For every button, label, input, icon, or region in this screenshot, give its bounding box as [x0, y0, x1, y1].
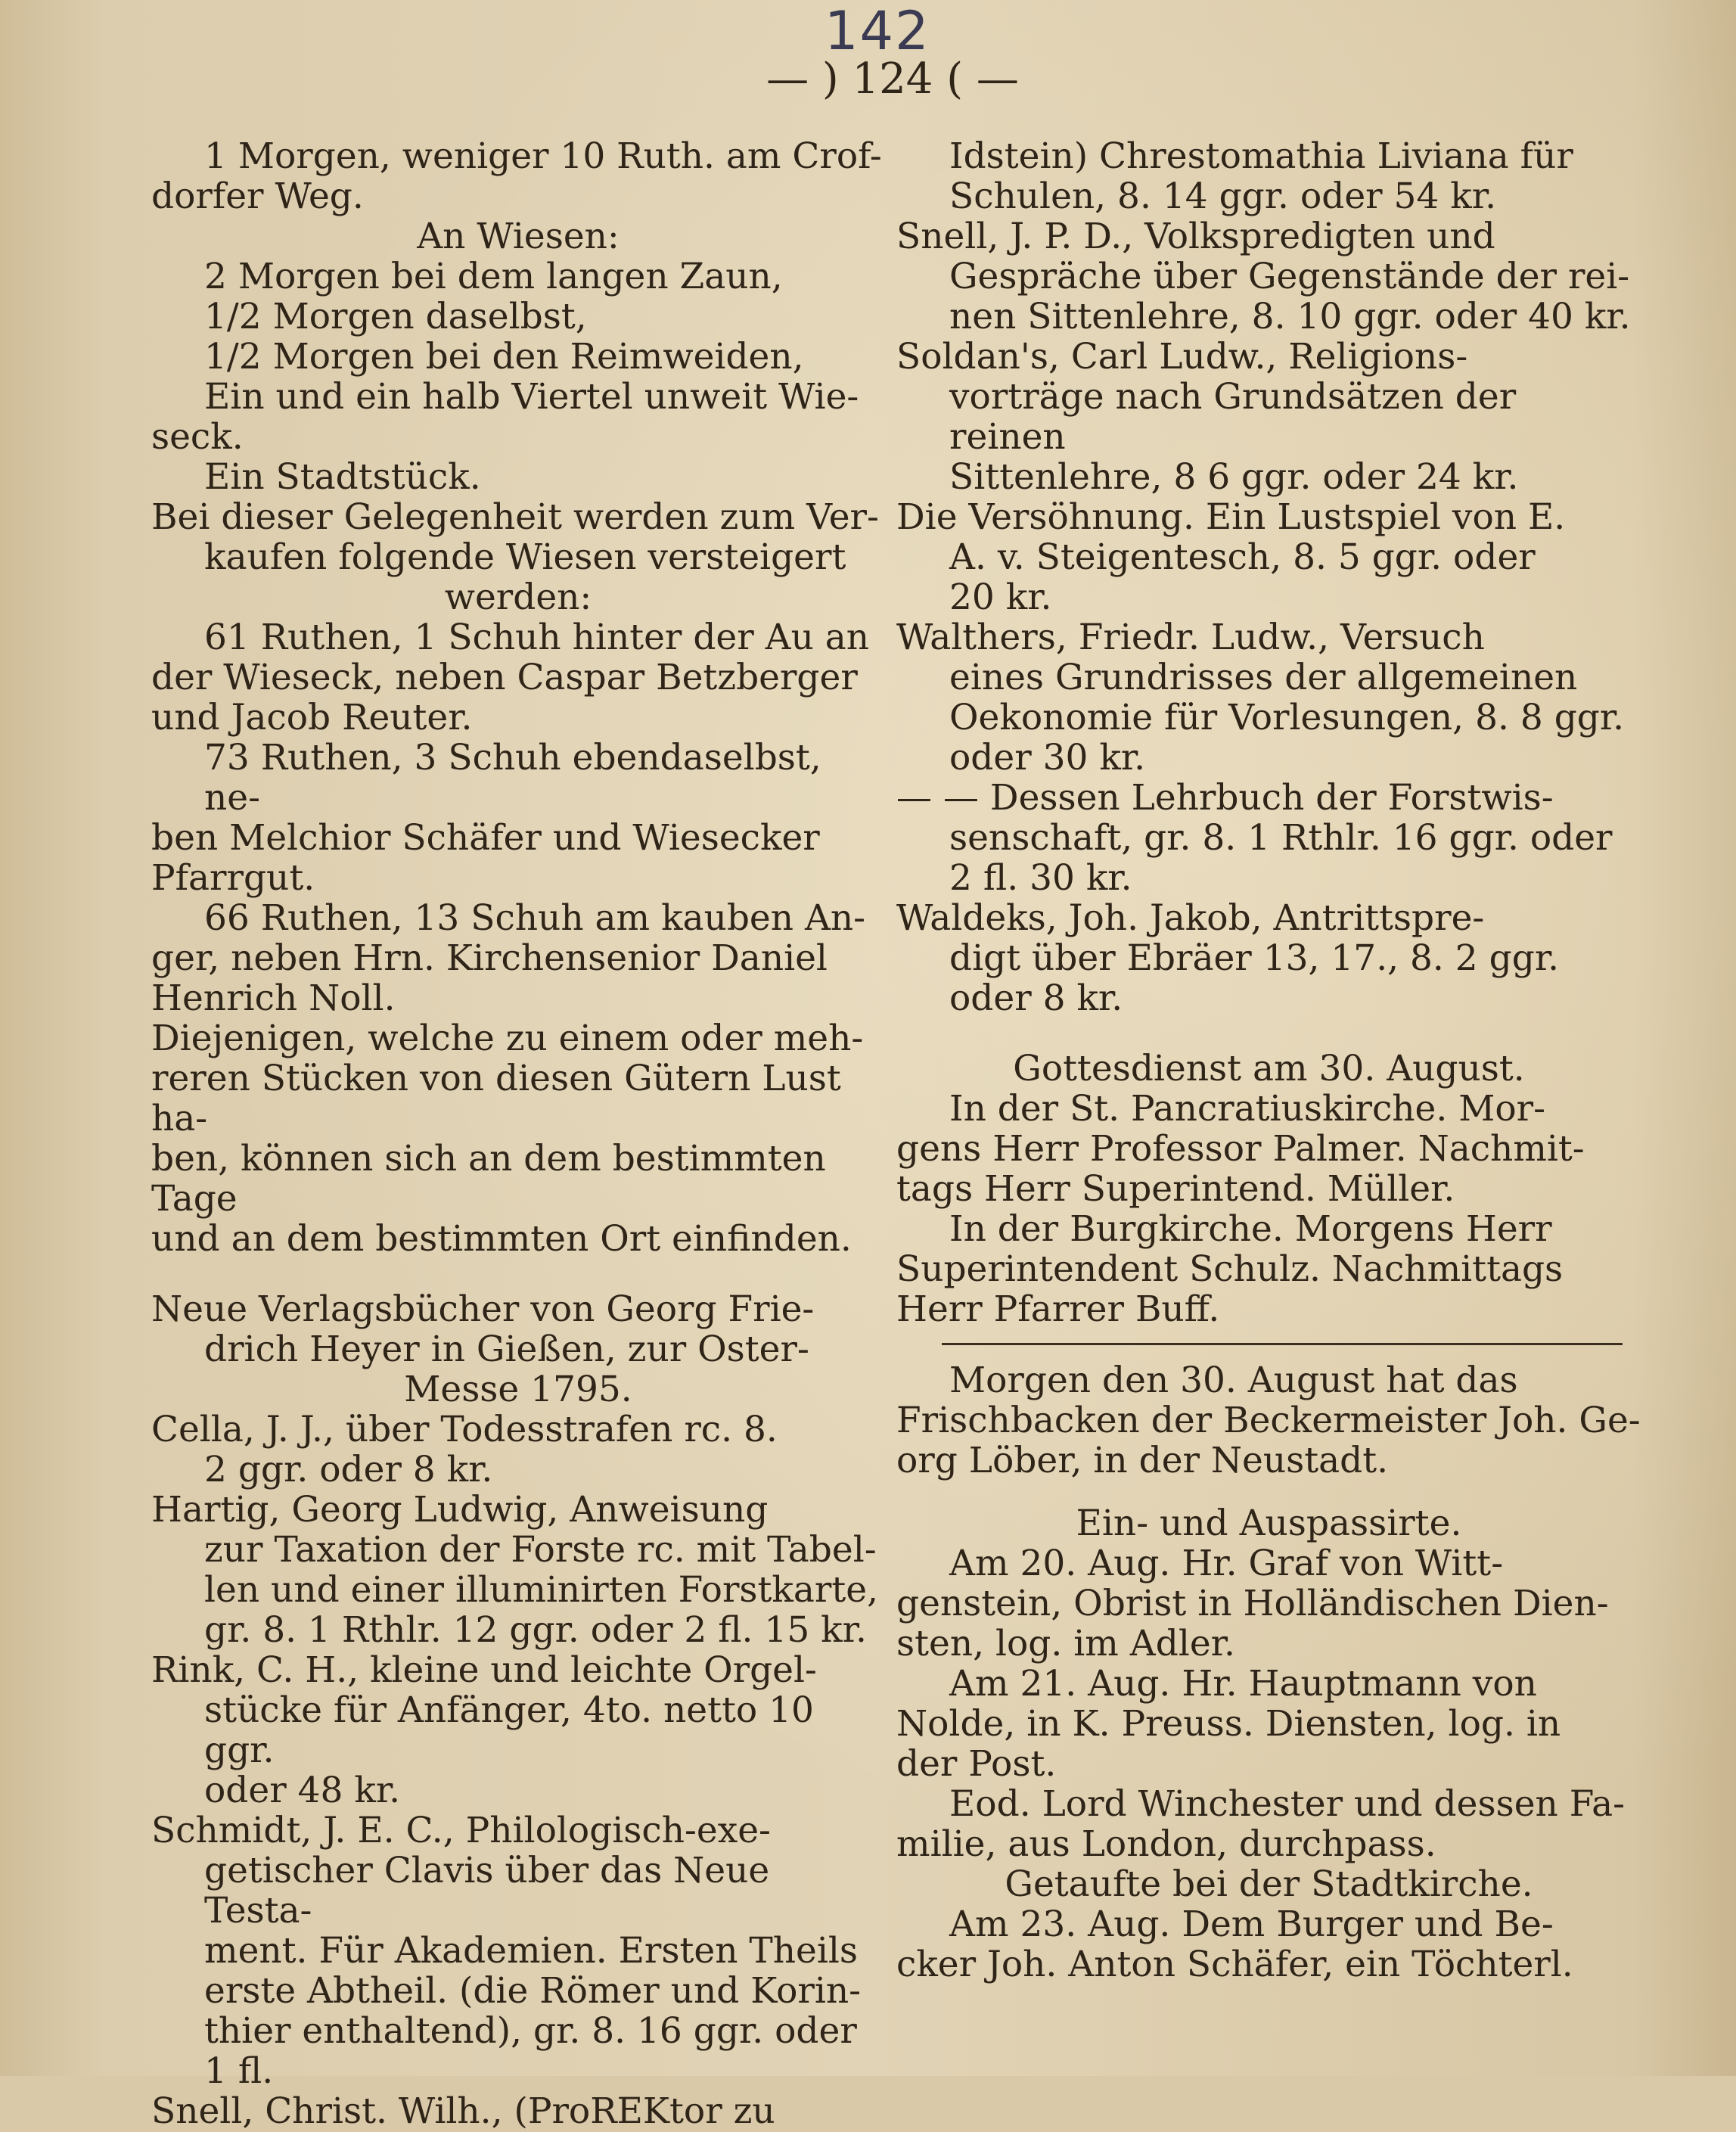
text-line: und an dem bestimmten Ort einfinden.	[151, 1218, 852, 1260]
text-line: ment. Für Akademien. Ersten Theils	[204, 1930, 859, 1972]
text-line: Getaufte bei der Stadtkirche.	[1005, 1863, 1533, 1905]
text-line: 2 Morgen bei dem langen Zaun,	[204, 256, 783, 297]
text-line: getischer Clavis über das Neue Testa-	[204, 1850, 770, 1932]
text-line: genstein, Obrist in Holländischen Dien-	[896, 1583, 1609, 1624]
text-line: zur Taxation der Forste rc. mit Tabel-	[204, 1529, 877, 1571]
text-line: Eod. Lord Winchester und dessen Fa-	[949, 1783, 1626, 1825]
text-line: org Löber, in der Neustadt.	[896, 1440, 1389, 1481]
text-line: Sittenlehre, 8 6 ggr. oder 24 kr.	[949, 456, 1519, 498]
text-line: und Jacob Reuter.	[151, 697, 473, 738]
page-header: — ) 124 ( —	[766, 54, 1019, 104]
text-line: Morgen den 30. August hat das	[949, 1360, 1518, 1401]
text-line: oder 48 kr.	[204, 1770, 401, 1811]
text-line: Idstein) Chrestomathia Liviana für	[949, 135, 1573, 177]
text-line: Ein und ein halb Viertel unweit Wie-	[204, 376, 859, 418]
text-line: — — Dessen Lehrbuch der Forstwis-	[896, 777, 1554, 819]
text-line: gens Herr Professor Palmer. Nachmit-	[896, 1128, 1585, 1170]
text-line: Am 23. Aug. Dem Burger und Be-	[949, 1904, 1554, 1945]
text-line: 1 fl.	[204, 2050, 274, 2092]
text-line: ben, können sich an dem bestimmten Tage	[151, 1138, 826, 1220]
text-line: Cella, J. J., über Todesstrafen rc. 8.	[151, 1409, 778, 1450]
text-line: stücke für Anfänger, 4to. netto 10 ggr.	[204, 1689, 814, 1771]
text-line: milie, aus London, durchpass.	[896, 1823, 1436, 1865]
text-line: Diejenigen, welche zu einem oder meh-	[151, 1018, 864, 1059]
text-line: 2 fl. 30 kr.	[949, 857, 1132, 899]
text-line: 1/2 Morgen daselbst,	[204, 296, 587, 337]
text-line: Walthers, Friedr. Ludw., Versuch	[896, 617, 1485, 658]
text-line: Am 20. Aug. Hr. Graf von Witt-	[949, 1543, 1504, 1584]
right-column	[896, 136, 1641, 1984]
text-line: 2 ggr. oder 8 kr.	[204, 1449, 493, 1490]
text-line: Ein- und Auspassirte.	[1076, 1503, 1462, 1544]
text-line: senschaft, gr. 8. 1 Rthlr. 16 ggr. oder	[949, 817, 1613, 859]
text-line: Schulen, 8. 14 ggr. oder 54 kr.	[949, 176, 1497, 217]
text-line: der Post.	[896, 1743, 1057, 1785]
text-line: 1/2 Morgen bei den Reimweiden,	[204, 336, 804, 378]
spacer	[151, 1259, 885, 1289]
text-line: ben Melchior Schäfer und Wiesecker	[151, 817, 820, 859]
text-line: len und einer illuminirten Forstkarte,	[204, 1569, 879, 1611]
text-line: A. v. Steigentesch, 8. 5 ggr. oder	[949, 536, 1536, 578]
text-line: nen Sittenlehre, 8. 10 ggr. oder 40 kr.	[949, 296, 1631, 337]
text-line: Rink, C. H., kleine und leichte Orgel-	[151, 1649, 817, 1691]
text-line: seck.	[151, 416, 244, 458]
text-line: Gottesdienst am 30. August.	[1013, 1048, 1525, 1089]
text-line: erste Abtheil. (die Römer und Korin-	[204, 1970, 862, 2012]
text-line: 61 Ruthen, 1 Schuh hinter der Au an	[204, 617, 870, 658]
text-line: vorträge nach Grundsätzen der reinen	[949, 376, 1517, 458]
text-line: oder 8 kr.	[949, 977, 1123, 1019]
text-line: drich Heyer in Gießen, zur Oster-	[204, 1329, 809, 1370]
text-line: Oekonomie für Vorlesungen, 8. 8 ggr.	[949, 697, 1625, 738]
text-line: Nolde, in K. Preuss. Diensten, log. in	[896, 1703, 1561, 1745]
text-line: Waldeks, Joh. Jakob, Antrittspre-	[896, 897, 1485, 939]
text-line: sten, log. im Adler.	[896, 1623, 1235, 1664]
text-line: Herr Pfarrer Buff.	[896, 1288, 1220, 1330]
left-column	[151, 136, 885, 2131]
text-line: Gespräche über Gegenstände der rei-	[949, 256, 1630, 297]
text-line: Bei dieser Gelegenheit werden zum Ver-	[151, 496, 879, 538]
text-line: Ein Stadtstück.	[204, 456, 481, 498]
text-line: In der St. Pancratiuskirche. Mor-	[949, 1088, 1546, 1130]
text-line: 1 Morgen, weniger 10 Ruth. am Crof-	[204, 135, 882, 177]
text-line: oder 30 kr.	[949, 737, 1146, 779]
text-line: werden:	[444, 577, 592, 618]
text-line: An Wiesen:	[417, 216, 620, 257]
text-line: eines Grundrisses der allgemeinen	[949, 657, 1578, 698]
text-line: reren Stücken von diesen Gütern Lust ha-	[151, 1058, 841, 1139]
text-line: Henrich Noll.	[151, 977, 396, 1019]
text-line: Superintendent Schulz. Nachmittags	[896, 1248, 1564, 1290]
text-line: Neue Verlagsbücher von Georg Frie-	[151, 1288, 815, 1330]
text-line: digt über Ebräer 13, 17., 8. 2 ggr.	[949, 937, 1560, 979]
spacer	[896, 1481, 1641, 1503]
text-line: Frischbacken der Beckermeister Joh. Ge-	[896, 1400, 1641, 1441]
text-line: In der Burgkirche. Morgens Herr	[949, 1208, 1552, 1250]
text-line: Hartig, Georg Ludwig, Anweisung	[151, 1489, 769, 1531]
text-line: 73 Ruthen, 3 Schuh ebendaselbst, ne-	[204, 737, 821, 819]
text-line: Messe 1795.	[404, 1369, 632, 1410]
text-line: Die Versöhnung. Ein Lustspiel von E.	[896, 496, 1566, 538]
section-divider	[942, 1343, 1623, 1345]
handwritten-page-number: 142	[825, 0, 930, 62]
text-line: Am 21. Aug. Hr. Hauptmann von	[949, 1663, 1537, 1705]
text-line: kaufen folgende Wiesen versteigert	[204, 536, 846, 578]
text-line: Pfarrgut.	[151, 857, 315, 899]
text-line: cker Joh. Anton Schäfer, ein Töchterl.	[896, 1944, 1573, 1985]
text-line: dorfer Weg.	[151, 176, 364, 217]
text-line: tags Herr Superintend. Müller.	[896, 1168, 1455, 1210]
text-line: Schmidt, J. E. C., Philologisch-exe-	[151, 1810, 771, 1851]
text-line: ger, neben Hrn. Kirchensenior Daniel	[151, 937, 828, 979]
text-line: Snell, J. P. D., Volkspredigten und	[896, 216, 1495, 257]
text-line: der Wieseck, neben Caspar Betzberger	[151, 657, 858, 698]
text-line: thier enthaltend), gr. 8. 16 ggr. oder	[204, 2010, 857, 2052]
text-line: Snell, Christ. Wilh., (ProREKtor zu	[151, 2090, 775, 2132]
text-line: gr. 8. 1 Rthlr. 12 ggr. oder 2 fl. 15 kr.	[204, 1609, 867, 1651]
text-line: 66 Ruthen, 13 Schuh am kauben An-	[204, 897, 866, 939]
spacer	[896, 1018, 1641, 1049]
text-line: Soldan's, Carl Ludw., Religions-	[896, 336, 1468, 378]
text-line: 20 kr.	[949, 577, 1052, 618]
